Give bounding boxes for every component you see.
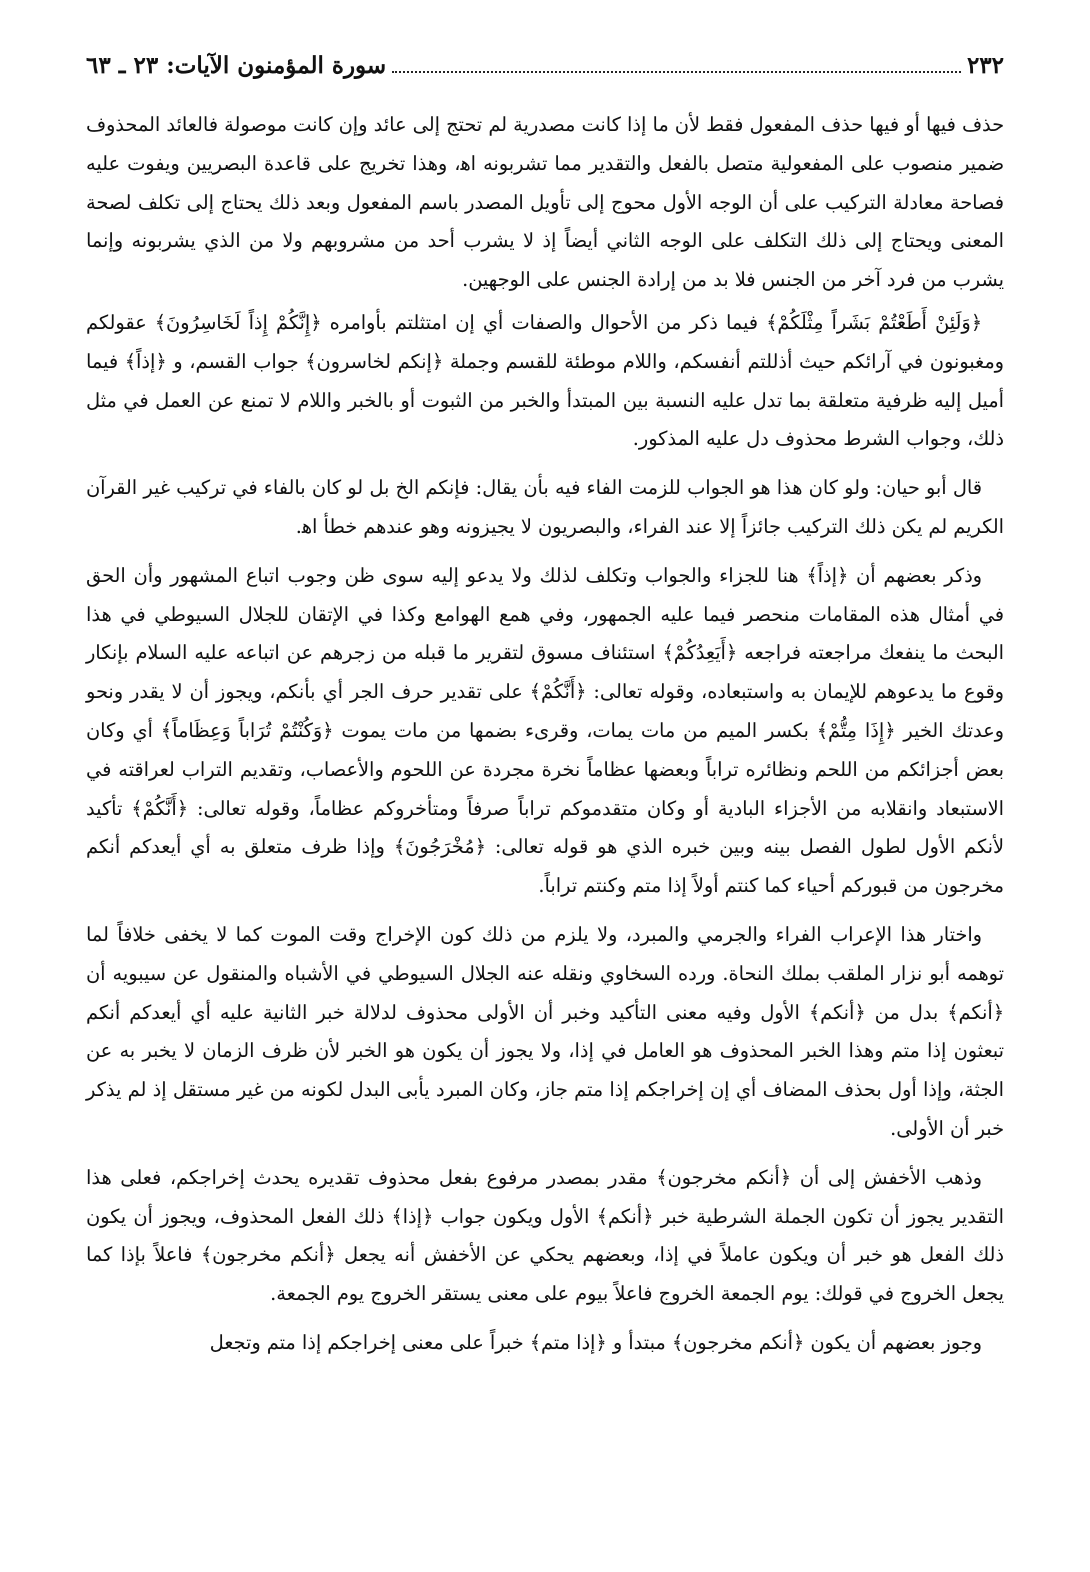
page-body [86, 106, 1004, 1363]
paragraph [86, 304, 1004, 459]
paragraph [86, 1324, 1004, 1363]
paragraph [86, 106, 1004, 300]
paragraph-text: قال أبو حيان: ولو كان هذا هو الجواب للزمت الفاء فيه بأن يقال: فإنكم الخ بل لو كان بالفاء في تركيب غير القرآن الكريم لم يكن ذلك التركيب جائزاً إلا عند الفراء، والبصريون لا يجيزونه وهو عندهم خطأ اه‍. [86, 476, 1004, 538]
paragraph [86, 557, 1004, 906]
paragraph-text: حذف فيها أو فيها حذف المفعول فقط لأن ما إذا كانت مصدرية لم تحتج إلى عائد وإن كانت موصولة فالعائد المحذوف ضمير منصوب على المفعولية متصل بالفعل والتقدير مما تشربونه اه‍، وهذا تخريج على قاعدة البصريين ويفوت عليه فصاحة معادلة التركيب على أن الوجه الأول محوج إلى تأويل المصدر باسم المفعول وبعد ذلك يحتاج إلى تكلف لصحة المعنى ويحتاج إلى ذلك التكلف على الوجه الثاني أيضاً إذ لا يشرب أحد من مشروبهم ولا من الذي يشربونه وإنما يشرب من فرد آخر من الجنس فلا بد من إرادة الجنس على الوجهين. [86, 113, 1004, 292]
paragraph [86, 916, 1004, 1149]
running-header [86, 52, 1004, 92]
page-number: ٢٣٢ [966, 52, 1004, 79]
paragraph [86, 1159, 1004, 1314]
header-title: سورة المؤمنون الآيات: ٢٣ ـ ٦٣ [86, 52, 387, 79]
header-dotted-leader [392, 71, 961, 73]
paragraph-text: واختار هذا الإعراب الفراء والجرمي والمبرد، ولا يلزم من ذلك كون الإخراج وقت الموت كما لا يخفى خلافاً لما توهمه أبو نزار الملقب بملك النحاة. ورده السخاوي ونقله عنه الجلال السيوطي في الأشباه والمنقول عن سيبويه أن ﴿أنكم﴾ بدل من ﴿أنكم﴾ الأول وفيه معنى التأكيد وخبر أن الأولى محذوف لدلالة خبر الثانية عليه أي أيعدكم أنكم تبعثون إذا متم وهذا الخبر المحذوف هو العامل في إذا، ولا يجوز أن يكون هو الخبر لأن ظرف الزمان لا يخبر به عن الجثة، وإذا أول بحذف المضاف أي إن إخراجكم إذا متم جاز، وكان المبرد يأبى البدل لكونه من غير مستقل إذ لم يذكر خبر أن الأولى. [86, 922, 1004, 1140]
paragraph-text: وذكر بعضهم أن ﴿إذاً﴾ هنا للجزاء والجواب وتكلف لذلك ولا يدعو إليه سوى ظن وجوب اتباع المشهور وأن الحق في أمثال هذه المقامات منحصر فيما عليه الجمهور، وفي همع الهوامع وكذا في الإتقان للجلال السيوطي في هذا البحث ما ينفعك مراجعته فراجعه ﴿أَيَعِدُكُمْ﴾ استئناف مسوق لتقرير ما قبله من زجرهم عن اتباعه عليه السلام بإنكار وقوع ما يدعوهم للإيمان به واستبعاده، وقوله تعالى: ﴿أَنَّكُمْ﴾ على تقدير حرف الجر أي بأنكم، ويجوز أن لا يقدر ونحو وعدتك الخير ﴿إِذَا مِتُّمْ﴾ بكسر الميم من مات يمات، وقرىء بضمها من مات يموت ﴿وَكُنْتُمْ تُرَاباً وَعِظَاماً﴾ أي وكان بعض أجزائكم من اللحم ونظائره تراباً وبعضها عظاماً نخرة مجردة عن اللحوم والأعصاب، وتقديم التراب لعراقته في الاستبعاد وانقلابه من الأجزاء البادية أو وكان متقدموكم تراباً صرفاً ومتأخروكم عظاماً، وقوله تعالى: ﴿أَنَّكُمْ﴾ تأكيد لأنكم الأول لطول الفصل بينه وبين خبره الذي هو قوله تعالى: ﴿مُخْرَجُونَ﴾ وإذا ظرف متعلق به أي أيعدكم أنكم مخرجون من قبوركم أحياء كما كنتم أولاً إذا متم وكنتم تراباً. [86, 563, 1004, 898]
paragraph-text: وجوز بعضهم أن يكون ﴿أنكم مخرجون﴾ مبتدأ و ﴿إذا متم﴾ خبراً على معنى إخراجكم إذا متم وتجعل [209, 1330, 982, 1354]
paragraph-text: ﴿وَلَئِنْ أَطَعْتُمْ بَشَراً مِثْلَكُمْ﴾ فيما ذكر من الأحوال والصفات أي إن امتثلتم بأوامره ﴿إِنَّكُمْ إِذاً لَخَاسِرُونَ﴾ عقولكم ومغبونون في آرائكم حيث أذللتم أنفسكم، واللام موطئة للقسم وجملة ﴿إنكم لخاسرون﴾ جواب القسم، و ﴿إذاً﴾ فيما أميل إليه ظرفية متعلقة بما تدل عليه النسبة بين المبتدأ والخبر من الثبوت أو بالخبر واللام لا تمنع عن العمل في مثل ذلك، وجواب الشرط محذوف دل عليه المذكور. [86, 310, 1004, 451]
paragraph-text: وذهب الأخفش إلى أن ﴿أنكم مخرجون﴾ مقدر بمصدر مرفوع بفعل محذوف تقديره يحدث إخراجكم، فعلى هذا التقدير يجوز أن تكون الجملة الشرطية خبر ﴿أنكم﴾ الأول ويكون جواب ﴿إذا﴾ ذلك الفعل المحذوف، ويجوز أن يكون ذلك الفعل هو خبر أن ويكون عاملاً في إذا، وبعضهم يحكي عن الأخفش أنه يجعل ﴿أنكم مخرجون﴾ فاعلاً بإذا كما يجعل الخروج في قولك: يوم الجمعة الخروج فاعلاً بيوم على معنى يستقر الخروج يوم الجمعة. [86, 1165, 1004, 1306]
paragraph [86, 469, 1004, 547]
